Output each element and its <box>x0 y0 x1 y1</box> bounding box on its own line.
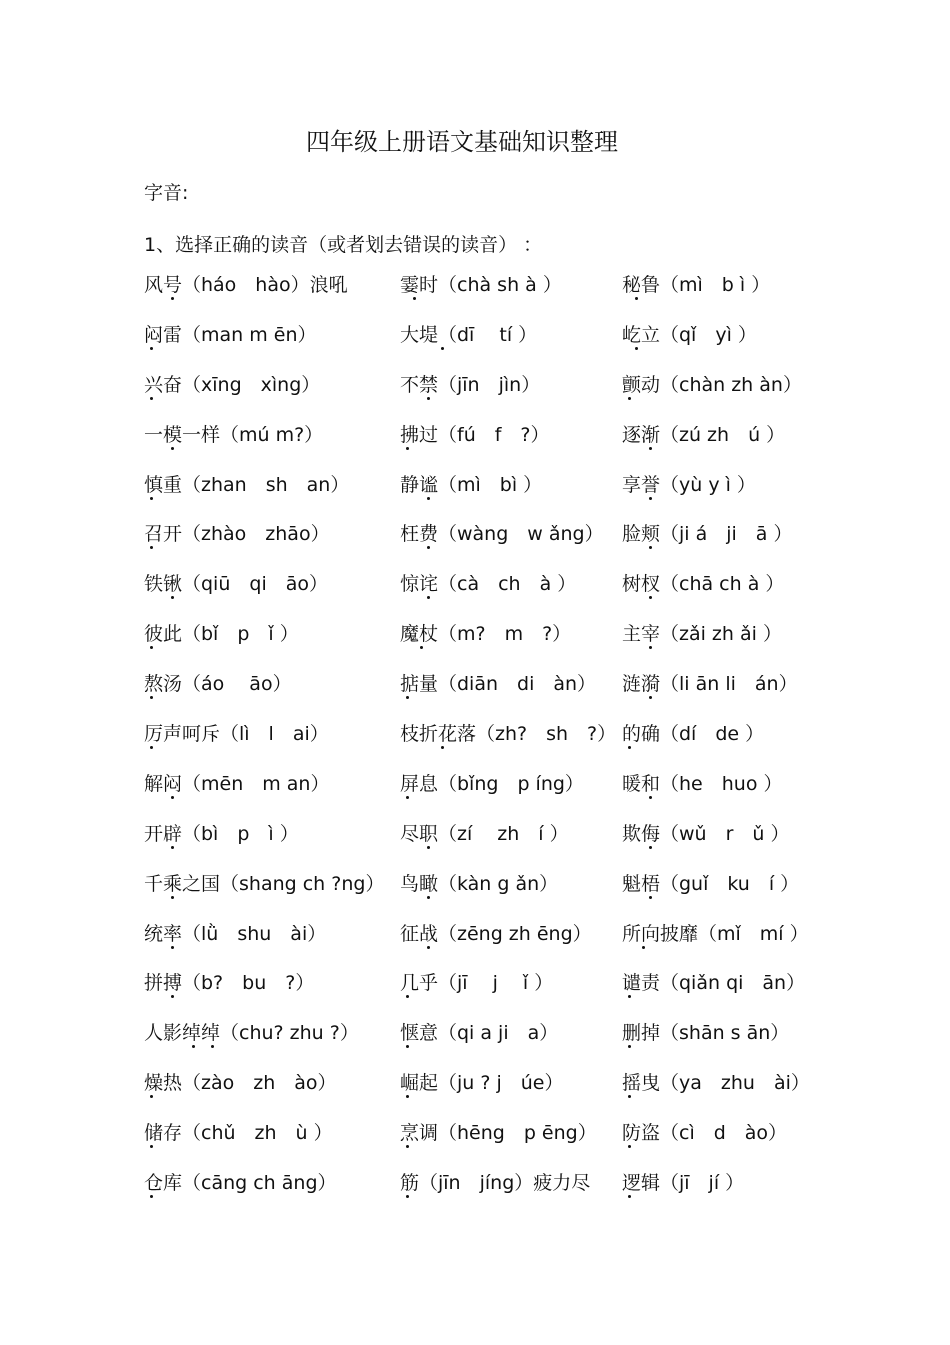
emphasis-dot <box>171 896 174 899</box>
emphasis-dot <box>628 1145 631 1148</box>
emphasis-dot <box>628 1045 631 1048</box>
pinyin-item: 尽职（zí zh í ） <box>400 819 569 846</box>
emphasis-dot <box>192 1045 195 1048</box>
pinyin-item: 鸟瞰（kàn g ǎn） <box>400 869 558 896</box>
pinyin-item: 防盗（cì d ào） <box>622 1118 787 1145</box>
pinyin-item: 掂量（diān di àn） <box>400 669 596 696</box>
emphasis-dot <box>406 1195 409 1198</box>
pinyin-item: 大堤（dī tí ） <box>400 320 537 347</box>
pinyin-item: 一模一样（mú m?） <box>144 420 323 447</box>
emphasis-dot <box>406 995 409 998</box>
pinyin-item: 筋（jīn jíng）疲力尽 <box>400 1168 590 1195</box>
emphasis-dot <box>427 497 430 500</box>
emphasis-dot <box>649 596 652 599</box>
emphasis-dot <box>211 1045 214 1048</box>
emphasis-dot <box>171 946 174 949</box>
emphasis-dot <box>628 1195 631 1198</box>
emphasis-dot <box>649 497 652 500</box>
emphasis-dot <box>628 995 631 998</box>
pinyin-item: 召开（zhào zhāo） <box>144 519 330 546</box>
pinyin-item: 谴责（qiǎn qi ān） <box>622 968 805 995</box>
emphasis-dot <box>150 1095 153 1098</box>
emphasis-dot <box>150 746 153 749</box>
emphasis-dot <box>427 596 430 599</box>
emphasis-dot <box>628 397 631 400</box>
pinyin-item: 储存（chǔ zh ù ） <box>144 1118 333 1145</box>
pinyin-item: 惊诧（cà ch à ） <box>400 569 576 596</box>
pinyin-item: 仓库（cāng ch āng） <box>144 1168 337 1195</box>
pinyin-item: 所向披靡（mǐ mí ） <box>622 919 809 946</box>
pinyin-item: 欺侮（wǔ r ǔ ） <box>622 819 789 846</box>
emphasis-dot <box>171 995 174 998</box>
pinyin-item: 逐渐（zú zh ú ） <box>622 420 785 447</box>
emphasis-dot <box>642 946 645 949</box>
emphasis-dot <box>427 546 430 549</box>
pinyin-item: 拂过（fú f ?） <box>400 420 550 447</box>
emphasis-dot <box>441 746 444 749</box>
emphasis-dot <box>150 347 153 350</box>
pinyin-item: 秘鲁（mì b ì ） <box>622 270 770 297</box>
emphasis-dot <box>406 447 409 450</box>
emphasis-dot <box>649 546 652 549</box>
emphasis-dot <box>427 946 430 949</box>
pinyin-item: 屏息（bǐng p íng） <box>400 769 584 796</box>
emphasis-dot <box>628 746 631 749</box>
pinyin-item: 慎重（zhan sh an） <box>144 470 349 497</box>
pinyin-item: 熬汤（áo āo） <box>144 669 292 696</box>
pinyin-item: 屹立（qǐ yì ） <box>622 320 757 347</box>
emphasis-dot <box>427 896 430 899</box>
pinyin-item: 的确（dí de ） <box>622 719 764 746</box>
emphasis-dot <box>413 297 416 300</box>
pinyin-item: 魔杖（m? m ?） <box>400 619 571 646</box>
pinyin-item: 享誉（yù y ì ） <box>622 470 756 497</box>
emphasis-dot <box>427 397 430 400</box>
emphasis-dot <box>150 1145 153 1148</box>
pinyin-item: 枉费（wàng w ǎng） <box>400 519 604 546</box>
pinyin-item: 兴奋（xīng xìng） <box>144 370 320 397</box>
pinyin-item: 树杈（chā ch à ） <box>622 569 784 596</box>
pinyin-item: 颤动（chàn zh àn） <box>622 370 802 397</box>
emphasis-dot <box>150 397 153 400</box>
emphasis-dot <box>150 696 153 699</box>
emphasis-dot <box>441 347 444 350</box>
emphasis-dot <box>406 1145 409 1148</box>
pinyin-item: 删掉（shān s ān） <box>622 1018 789 1045</box>
emphasis-dot <box>649 696 652 699</box>
pinyin-item: 不禁（jīn jìn） <box>400 370 540 397</box>
pinyin-item: 烹调（hēng p ēng） <box>400 1118 597 1145</box>
emphasis-dot <box>171 846 174 849</box>
pinyin-item: 魁梧（guǐ ku í ） <box>622 869 799 896</box>
pinyin-item: 统率（lǜ shu ài） <box>144 919 326 946</box>
pinyin-item: 铁锹（qiū qi āo） <box>144 569 328 596</box>
emphasis-dot <box>150 646 153 649</box>
emphasis-dot <box>635 297 638 300</box>
emphasis-dot <box>406 1095 409 1098</box>
pinyin-item: 厉声呵斥（lì l ai） <box>144 719 329 746</box>
emphasis-dot <box>171 297 174 300</box>
pinyin-item: 枝折花落（zh? sh ?） <box>400 719 616 746</box>
page-title: 四年级上册语文基础知识整理 <box>306 128 618 156</box>
pinyin-item: 人影绰绰（chu? zhu ?） <box>144 1018 359 1045</box>
pinyin-item: 逻辑（jī jí ） <box>622 1168 744 1195</box>
pinyin-item: 燥热（zào zh ào） <box>144 1068 337 1095</box>
emphasis-dot <box>649 896 652 899</box>
emphasis-dot <box>649 447 652 450</box>
pinyin-item: 风号（háo hào）浪吼 <box>144 270 348 297</box>
pinyin-item: 惬意（qi a ji a） <box>400 1018 558 1045</box>
pinyin-item: 几乎（jī j ǐ ） <box>400 968 553 995</box>
pinyin-item: 拼搏（b? bu ?） <box>144 968 314 995</box>
pinyin-item: 主宰（zǎi zh ǎi ） <box>622 619 782 646</box>
emphasis-dot <box>649 796 652 799</box>
pinyin-item: 脸颊（ji á ji ā ） <box>622 519 792 546</box>
pinyin-item: 彼此（bǐ p ǐ ） <box>144 619 299 646</box>
section-label: 字音: <box>144 182 189 204</box>
emphasis-dot <box>171 796 174 799</box>
pinyin-item: 暖和（he huo ） <box>622 769 782 796</box>
emphasis-dot <box>628 1095 631 1098</box>
emphasis-dot <box>150 1195 153 1198</box>
emphasis-dot <box>635 347 638 350</box>
pinyin-item: 崛起（ju ? j úe） <box>400 1068 564 1095</box>
pinyin-item: 千乘之国（shang ch ?ng） <box>144 869 384 896</box>
emphasis-dot <box>150 497 153 500</box>
emphasis-dot <box>150 546 153 549</box>
emphasis-dot <box>649 846 652 849</box>
pinyin-item: 涟漪（li ān li án） <box>622 669 798 696</box>
pinyin-item: 静谧（mì bì ） <box>400 470 542 497</box>
pinyin-item: 征战（zēng zh ēng） <box>400 919 592 946</box>
emphasis-dot <box>427 846 430 849</box>
pinyin-item: 霎时（chà sh à ） <box>400 270 562 297</box>
pinyin-item: 闷雷（man m ēn） <box>144 320 317 347</box>
pinyin-item: 解闷（mēn m an） <box>144 769 329 796</box>
emphasis-dot <box>406 796 409 799</box>
emphasis-dot <box>171 596 174 599</box>
pinyin-item: 摇曳（ya zhu ài） <box>622 1068 810 1095</box>
emphasis-dot <box>406 696 409 699</box>
emphasis-dot <box>406 1045 409 1048</box>
emphasis-dot <box>420 646 423 649</box>
emphasis-dot <box>171 447 174 450</box>
exercise-instruction: 1、选择正确的读音（或者划去错误的读音） ： <box>144 234 543 256</box>
emphasis-dot <box>649 646 652 649</box>
pinyin-item: 开辟（bì p ì ） <box>144 819 299 846</box>
